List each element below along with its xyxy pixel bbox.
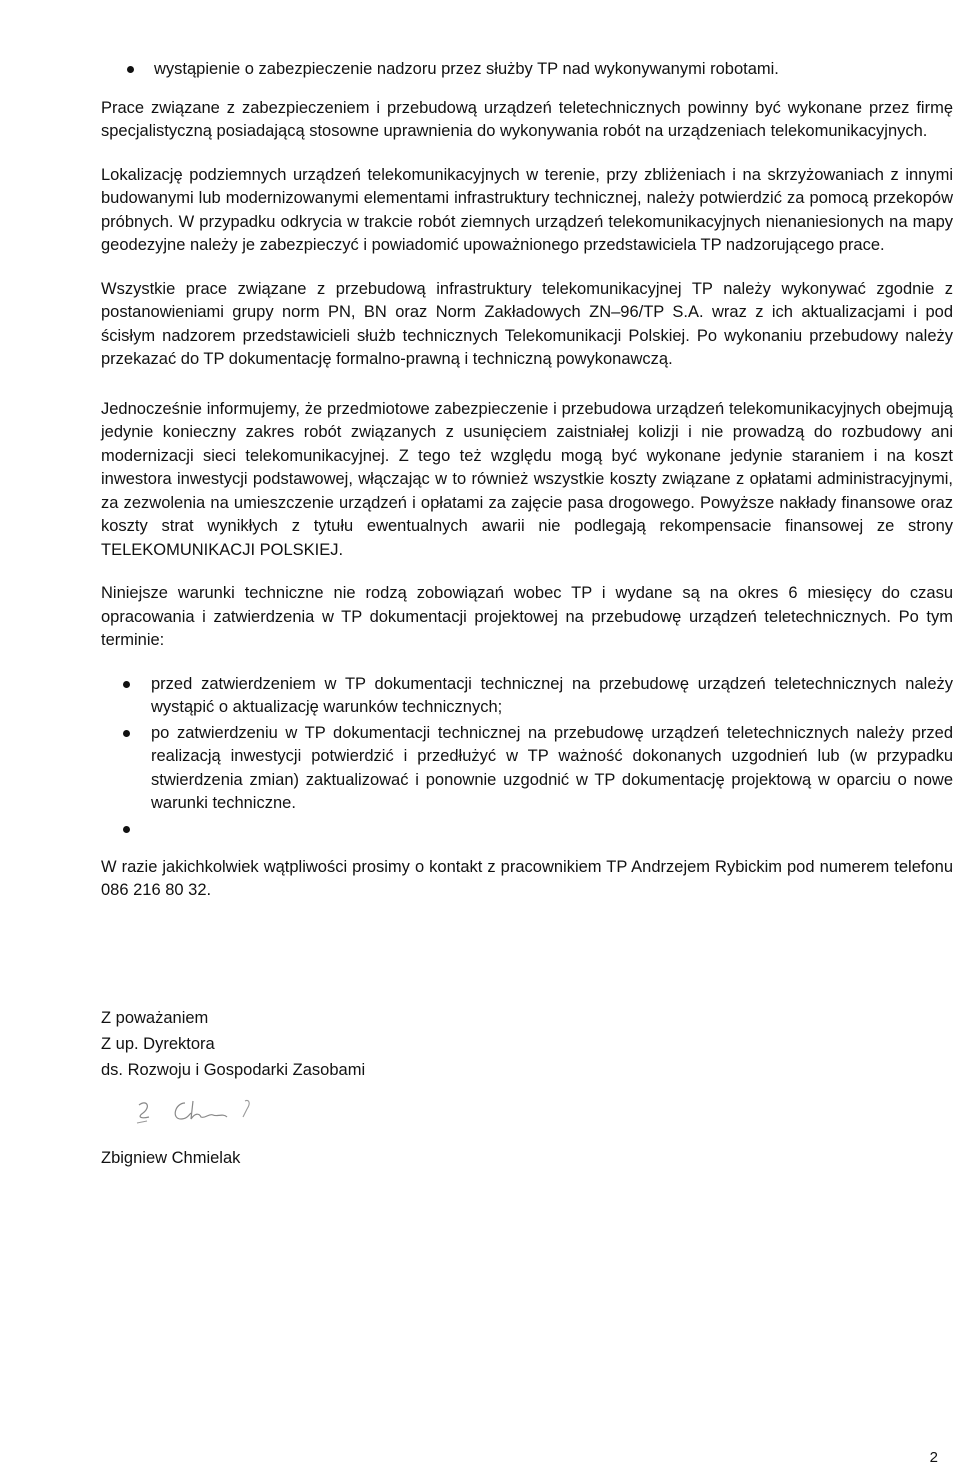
department: ds. Rozwoju i Gospodarki Zasobami <box>101 1060 366 1079</box>
paragraph-standards: Wszystkie prace związane z przebudową infrastruktury telekomunikacyjnej TP należy wykonywać zgodnie z postanowieniami grupy norm PN, BN oraz Norm Zakładowych ZN–96/TP S.A. wraz z ich aktualizacjami i pod ścisłym nadzorem przedstawicieli służb technicznych Telekomunikacji Polskiej. Po wykonaniu przebudowy należy przekazać do TP dokumentację formalno-prawną i techniczną powykonawczą. <box>101 279 953 368</box>
paragraph-localization: Lokalizację podziemnych urządzeń telekomunikacyjnych w terenie, przy zbliżeniach i na skrzyżowaniach z innymi budowanymi lub modernizowanymi elementami infrastruktury technicznej, należy potwierdzić za pomocą przekopów próbnych. W przypadku odkrycia w trakcie robót ziemnych urządzeń telekomunikacyjnych nienaniesionych na mapy geodezyjne należy je zabezpieczyć i powiadomić upoważnionego przedstawiciela TP nadzorującego prace. <box>101 165 953 254</box>
document-page <box>101 58 953 1171</box>
paragraph-costs: Jednocześnie informujemy, że przedmiotowe zabezpieczenie i przebudowa urządzeń telekomunikacyjnych obejmują jedynie konieczny zakres robót związanych z usunięciem zaistniałej kolizji i nie prowadzą do rozbudowy ani modernizacji sieci telekomunikacyjnej. Z tego też względu mogą być wykonane jedynie staraniem i na koszt inwestora inwestycji podstawowej, włączając w to również wszystkie koszty związane z opłatami administracyjnymi, za zezwolenia na umieszczenie urządzeń i opłatami za zajęcie pasa drogowego. Powyższe nakłady finansowe oraz koszty strat wynikłych z tytułu ewentualnych awarii nie podlegają rekompensacie finansowej ze strony TELEKOMUNIKACJI POLSKIEJ. <box>101 399 953 559</box>
handwritten-signature <box>119 1091 269 1131</box>
list-item: po zatwierdzeniu w TP dokumentacji technicznej na przebudowę urządzeń teletechnicznych należy przed realizacją inwestycji potwierdzić i przedłużyć w TP ważność dokonanych uzgodnień lub (w przypadku stwierdzenia zmian) zaktualizować i ponownie uzgodnić w TP dokumentację projektową w oparciu o nowe warunki techniczne. <box>101 722 953 816</box>
greeting: Z poważaniem <box>101 1008 209 1027</box>
closing-block <box>101 1005 953 1171</box>
paragraph-contact: W razie jakichkolwiek wątpliwości prosimy o kontakt z pracownikiem TP Andrzejem Rybickim pod numerem telefonu 086 216 80 32. <box>101 857 953 899</box>
list-item: przed zatwierdzeniem w TP dokumentacji technicznej na przebudowę urządzeń teletechnicznych należy wystąpić o aktualizację warunków technicznych; <box>101 673 953 720</box>
empty-list-item <box>101 818 953 841</box>
on-behalf: Z up. Dyrektora <box>101 1034 215 1053</box>
signatory-name: Zbigniew Chmielak <box>101 1148 241 1167</box>
paragraph-contractor: Prace związane z zabezpieczeniem i przebudową urządzeń teletechnicznych powinny być wykonane przez firmę specjalistyczną posiadającą stosowne uprawnienia do wykonywania robót na urządzeniach telekomunikacyjnych. <box>101 98 953 140</box>
top-bullet-list <box>101 58 953 82</box>
list-item: wystąpienie o zabezpieczenie nadzoru przez służby TP nad wykonywanymi robotami. <box>101 58 953 82</box>
page-number: 2 <box>929 1448 938 1466</box>
paragraph-validity: Niniejsze warunki techniczne nie rodzą zobowiązań wobec TP i wydane są na okres 6 miesięcy do czasu opracowania i zatwierdzenia w TP dokumentacji projektowej na przebudowę urządzeń teletechnicznych. Po tym terminie: <box>101 584 953 649</box>
conditions-list <box>101 673 953 841</box>
